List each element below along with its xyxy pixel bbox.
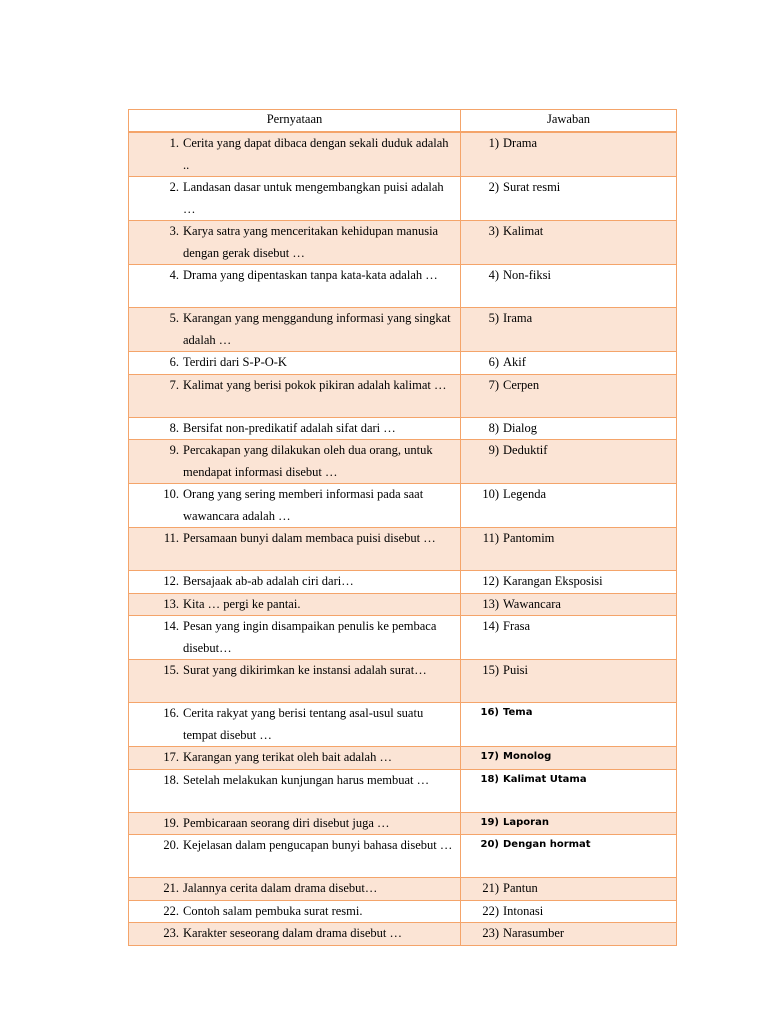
answer-text: Dengan hormat bbox=[503, 839, 591, 850]
question-text: Cerita yang dapat dibaca dengan sekali duduk adalah .. bbox=[183, 136, 449, 172]
answer-number: 1) bbox=[488, 136, 499, 150]
answer-text: Laporan bbox=[503, 816, 549, 828]
table-row bbox=[129, 265, 677, 308]
question-cell bbox=[129, 747, 461, 770]
table-row bbox=[129, 747, 677, 770]
question-text: Karangan yang menggandung informasi yang singkat adalah … bbox=[183, 311, 451, 347]
table-row bbox=[129, 812, 677, 835]
question-text: Karangan yang terikat oleh bait adalah … bbox=[183, 750, 392, 764]
answer-number: 9) bbox=[488, 443, 499, 457]
answer-number: 16) bbox=[480, 707, 499, 718]
question-number: 17. bbox=[163, 750, 179, 764]
answer-cell bbox=[461, 352, 677, 375]
answer-cell bbox=[461, 660, 677, 703]
answer-text: Surat resmi bbox=[503, 180, 561, 194]
answer-text: Kalimat bbox=[503, 224, 544, 238]
answer-cell bbox=[461, 265, 677, 308]
answer-number: 12) bbox=[482, 574, 499, 588]
question-cell bbox=[129, 352, 461, 375]
table-row bbox=[129, 484, 677, 528]
question-number: 10. bbox=[163, 487, 179, 501]
answer-cell bbox=[461, 616, 677, 660]
question-text: Setelah melakukan kunjungan harus membuat … bbox=[183, 772, 430, 787]
answer-number: 4) bbox=[488, 268, 499, 282]
answer-cell bbox=[461, 878, 677, 901]
question-number: 14. bbox=[163, 619, 179, 633]
answer-text: Tema bbox=[503, 707, 533, 718]
question-number: 6. bbox=[169, 355, 179, 369]
question-number: 7. bbox=[169, 377, 179, 392]
answer-number: 19) bbox=[480, 816, 499, 828]
table-row bbox=[129, 352, 677, 375]
answer-number: 15) bbox=[482, 663, 499, 677]
answer-number: 17) bbox=[480, 751, 499, 762]
answer-cell bbox=[461, 417, 677, 440]
answer-text: Puisi bbox=[503, 663, 529, 677]
question-number: 20. bbox=[163, 838, 179, 852]
table-row bbox=[129, 616, 677, 660]
answer-number: 3) bbox=[488, 224, 499, 238]
question-cell bbox=[129, 923, 461, 946]
table-row bbox=[129, 374, 677, 417]
question-number: 11. bbox=[163, 531, 179, 545]
question-number: 13. bbox=[163, 596, 179, 611]
answer-cell bbox=[461, 835, 677, 878]
answer-text: Wawancara bbox=[503, 596, 561, 611]
answer-number: 2) bbox=[488, 180, 499, 194]
table-row bbox=[129, 308, 677, 352]
question-number: 16. bbox=[163, 706, 179, 720]
table-row bbox=[129, 221, 677, 265]
table-row bbox=[129, 528, 677, 571]
answer-text: Intonasi bbox=[503, 903, 544, 918]
table-row bbox=[129, 835, 677, 878]
answer-text: Non-fiksi bbox=[503, 268, 551, 282]
answer-number: 5) bbox=[488, 311, 499, 325]
answer-number: 10) bbox=[482, 487, 499, 501]
answer-cell bbox=[461, 571, 677, 594]
question-answer-table bbox=[128, 109, 677, 946]
question-text: Bersajaak ab-ab adalah ciri dari… bbox=[183, 574, 354, 588]
answer-cell bbox=[461, 308, 677, 352]
question-cell bbox=[129, 177, 461, 221]
answer-text: Irama bbox=[503, 311, 533, 325]
table-row bbox=[129, 177, 677, 221]
question-cell bbox=[129, 571, 461, 594]
answer-number: 18) bbox=[480, 773, 499, 785]
question-number: 18. bbox=[163, 772, 179, 787]
question-text: Kejelasan dalam pengucapan bunyi bahasa disebut … bbox=[183, 838, 453, 852]
question-cell bbox=[129, 528, 461, 571]
question-text: Karakter seseorang dalam drama disebut … bbox=[183, 926, 403, 940]
question-text: Kita … pergi ke pantai. bbox=[183, 596, 301, 611]
question-text: Contoh salam pembuka surat resmi. bbox=[183, 903, 363, 918]
question-number: 9. bbox=[169, 443, 179, 457]
table-row bbox=[129, 132, 677, 177]
answer-number: 6) bbox=[488, 355, 499, 369]
question-text: Surat yang dikirimkan ke instansi adalah surat… bbox=[183, 663, 427, 677]
table-row bbox=[129, 571, 677, 594]
question-cell bbox=[129, 440, 461, 484]
answer-text: Pantomim bbox=[503, 531, 555, 545]
question-number: 5. bbox=[169, 311, 179, 325]
answer-number: 11) bbox=[482, 531, 499, 545]
question-text: Orang yang sering memberi informasi pada saat wawancara adalah … bbox=[183, 487, 424, 523]
answer-number: 7) bbox=[488, 377, 499, 392]
table-row bbox=[129, 703, 677, 747]
question-text: Pesan yang ingin disampaikan penulis ke pembaca disebut… bbox=[183, 619, 437, 655]
answer-number: 22) bbox=[482, 903, 499, 918]
answer-number: 23) bbox=[482, 926, 499, 940]
table-row bbox=[129, 440, 677, 484]
answer-cell bbox=[461, 221, 677, 265]
answer-cell bbox=[461, 593, 677, 616]
question-number: 21. bbox=[163, 881, 179, 895]
question-cell bbox=[129, 265, 461, 308]
question-cell bbox=[129, 878, 461, 901]
question-cell bbox=[129, 900, 461, 923]
question-cell bbox=[129, 769, 461, 812]
answer-number: 14) bbox=[482, 619, 499, 633]
question-text: Percakapan yang dilakukan oleh dua orang, untuk mendapat informasi disebut … bbox=[183, 443, 433, 479]
question-text: Karya satra yang menceritakan kehidupan manusia dengan gerak disebut … bbox=[183, 224, 439, 260]
table-row bbox=[129, 878, 677, 901]
answer-text: Kalimat Utama bbox=[503, 773, 587, 785]
answer-text: Akif bbox=[503, 355, 526, 369]
answer-cell bbox=[461, 440, 677, 484]
question-cell bbox=[129, 484, 461, 528]
answer-text: Deduktif bbox=[503, 443, 548, 457]
question-cell bbox=[129, 835, 461, 878]
question-cell bbox=[129, 660, 461, 703]
answer-text: Dialog bbox=[503, 420, 538, 435]
answer-cell bbox=[461, 374, 677, 417]
header-row bbox=[129, 110, 677, 133]
header-question: Pernyataan bbox=[129, 110, 461, 133]
answer-cell bbox=[461, 177, 677, 221]
answer-text: Pantun bbox=[503, 881, 538, 895]
question-number: 12. bbox=[163, 574, 179, 588]
question-text: Landasan dasar untuk mengembangkan puisi adalah … bbox=[183, 180, 444, 216]
table-row bbox=[129, 660, 677, 703]
table-row bbox=[129, 923, 677, 946]
question-number: 1. bbox=[169, 136, 179, 150]
answer-cell bbox=[461, 900, 677, 923]
table-row bbox=[129, 900, 677, 923]
answer-cell bbox=[461, 923, 677, 946]
answer-cell bbox=[461, 769, 677, 812]
question-cell bbox=[129, 221, 461, 265]
answer-number: 13) bbox=[482, 596, 499, 611]
answer-text: Monolog bbox=[503, 751, 552, 762]
question-text: Terdiri dari S-P-O-K bbox=[183, 355, 287, 369]
table-row bbox=[129, 593, 677, 616]
answer-text: Narasumber bbox=[503, 926, 565, 940]
answer-cell bbox=[461, 747, 677, 770]
answer-cell bbox=[461, 528, 677, 571]
header-answer: Jawaban bbox=[461, 110, 677, 133]
question-cell bbox=[129, 616, 461, 660]
answer-cell bbox=[461, 132, 677, 177]
answer-text: Legenda bbox=[503, 487, 547, 501]
question-number: 4. bbox=[169, 268, 179, 282]
table-row bbox=[129, 769, 677, 812]
question-number: 2. bbox=[169, 180, 179, 194]
question-cell bbox=[129, 132, 461, 177]
question-number: 23. bbox=[163, 926, 179, 940]
answer-number: 20) bbox=[480, 839, 499, 850]
question-number: 22. bbox=[163, 903, 179, 918]
answer-cell bbox=[461, 703, 677, 747]
question-cell bbox=[129, 703, 461, 747]
question-number: 15. bbox=[163, 663, 179, 677]
question-number: 3. bbox=[169, 224, 179, 238]
answer-cell bbox=[461, 812, 677, 835]
question-number: 8. bbox=[169, 420, 179, 435]
answer-cell bbox=[461, 484, 677, 528]
question-cell bbox=[129, 593, 461, 616]
question-text: Drama yang dipentaskan tanpa kata-kata adalah … bbox=[183, 268, 438, 282]
question-cell bbox=[129, 812, 461, 835]
question-text: Kalimat yang berisi pokok pikiran adalah kalimat … bbox=[183, 377, 447, 392]
answer-number: 21) bbox=[482, 881, 499, 895]
question-text: Cerita rakyat yang berisi tentang asal-usul suatu tempat disebut … bbox=[183, 706, 424, 742]
question-cell bbox=[129, 374, 461, 417]
answer-text: Cerpen bbox=[503, 377, 540, 392]
question-text: Jalannya cerita dalam drama disebut… bbox=[183, 881, 378, 895]
question-text: Pembicaraan seorang diri disebut juga … bbox=[183, 815, 390, 830]
answer-number: 8) bbox=[488, 420, 499, 435]
answer-text: Karangan Eksposisi bbox=[503, 574, 603, 588]
question-text: Bersifat non-predikatif adalah sifat dari … bbox=[183, 420, 396, 435]
table-row bbox=[129, 417, 677, 440]
answer-text: Drama bbox=[503, 136, 538, 150]
question-cell bbox=[129, 417, 461, 440]
answer-text: Frasa bbox=[503, 619, 531, 633]
question-text: Persamaan bunyi dalam membaca puisi disebut … bbox=[183, 531, 436, 545]
question-number: 19. bbox=[163, 815, 179, 830]
question-cell bbox=[129, 308, 461, 352]
